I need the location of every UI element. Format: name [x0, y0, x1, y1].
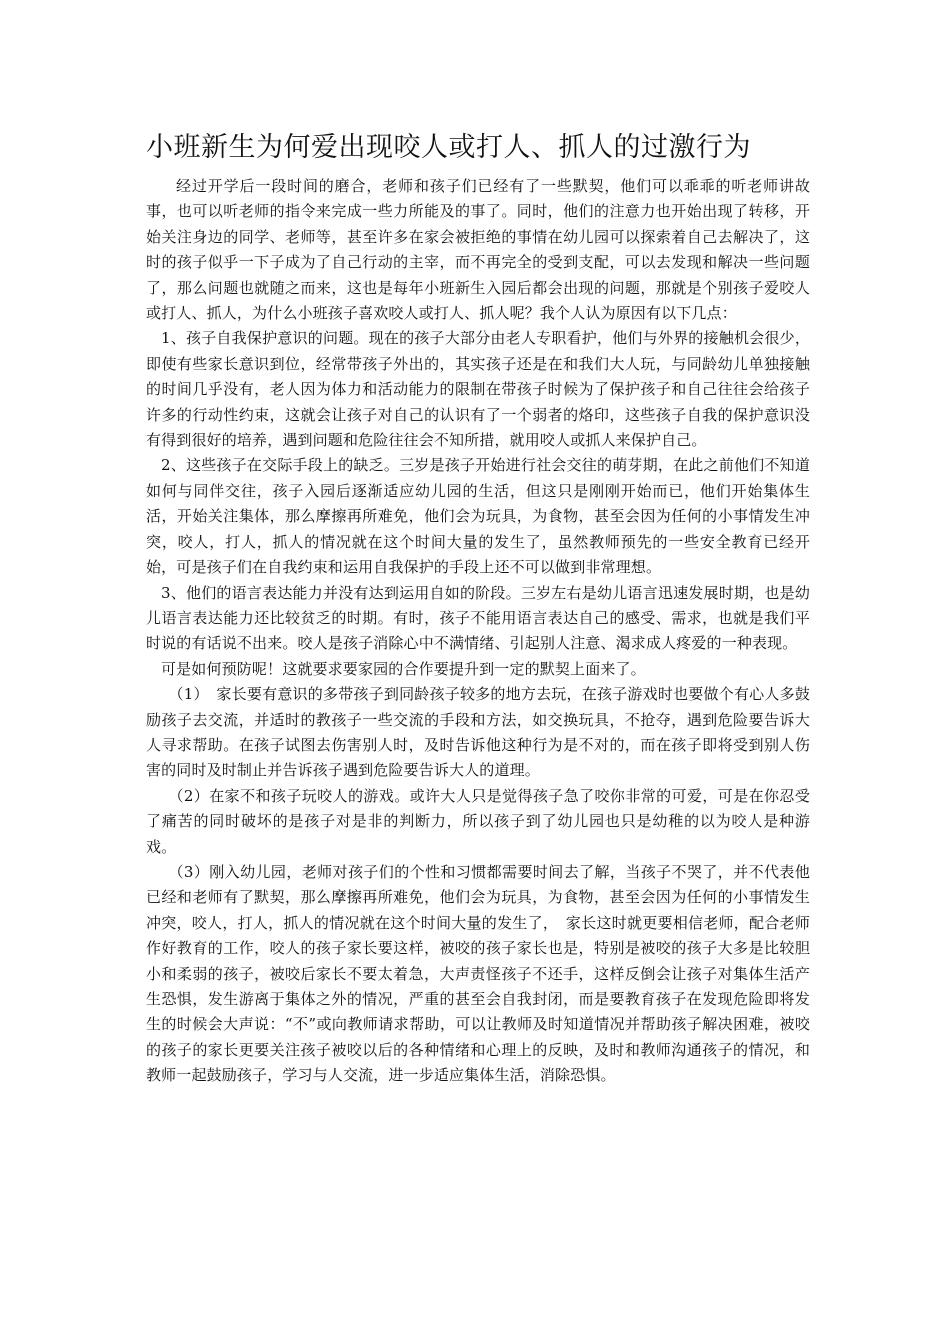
paragraph-reason-3: 3、他们的语言表达能力并没有达到运用自如的阶段。三岁左右是幼儿语言迅速发展时期，也是幼儿语言表达能力还比较贫乏的时期。有时，孩子不能用语言表达自己的感受、需求，也就是我们平时说的有话说不出来。咬人是孩子消除心中不满情绪、引起别人注意、渴求成人疼爱的一种表现。 [146, 583, 810, 653]
paragraph-measure-3: （3）刚入幼儿园，老师对孩子们的个性和习惯都需要时间去了解，当孩子不哭了，并不代表他已经和老师有了默契，那么摩擦再所难免，他们会为玩具，为食物，甚至会因为任何的小事情发生冲突，咬人，打人，抓人的情况就在这个时间大量的发生了， 家长这时就更要相信老师，配合老师作好教育的工作，咬人的孩子家长要这样，被咬的孩子家长也是，特别是被咬的孩子大多是比较胆小和柔弱的孩子，被咬后家长不要太着急，大声责怪孩子不还手，这样反倒会让孩子对集体生活产生恐惧，发生游离于集体之外的情况，严重的甚至会自我封闭，而是要教育孩子在发现危险即将发生的时候会大声说：“不”或向教师请求帮助，可以让教师及时知道情况并帮助孩子解决困难，被咬的孩子的家长更要关注孩子被咬以后的各种情绪和心理上的反映，及时和教师沟通孩子的情况，和教师一起鼓励孩子，学习与人交流，进一步适应集体生活，消除恐惧。 [146, 862, 810, 1085]
paragraph-reason-1: 1、孩子自我保护意识的问题。现在的孩子大部分由老人专职看护，他们与外界的接触机会很少，即使有些家长意识到位，经常带孩子外出的，其实孩子还是在和我们大人玩，与同龄幼儿单独接触的时间几乎没有，老人因为体力和活动能力的限制在带孩子时候为了保护孩子和自己往往会给孩子许多的行动性约束，这就会让孩子对自己的认识有了一个弱者的烙印，这些孩子自我的保护意识没有得到很好的培养，遇到问题和危险往往会不知所措，就用咬人或抓人来保护自己。 [146, 329, 810, 450]
paragraph-prevention-intro: 可是如何预防呢！这就要求要家园的合作要提升到一定的默契上面来了。 [161, 659, 646, 678]
document-title: 小班新生为何爱出现咬人或打人、抓人的过激行为 [146, 132, 751, 163]
paragraph-reason-2: 2、这些孩子在交际手段上的缺乏。三岁是孩子开始进行社会交往的萌芽期，在此之前他们不知道如何与同伴交往，孩子入园后逐渐适应幼儿园的生活，但这只是刚刚开始而已，他们开始集体生活，开始关注集体，那么摩擦再所难免，他们会为玩具，为食物，甚至会因为任何的小事情发生冲突，咬人，打人，抓人的情况就在这个时间大量的发生了，虽然教师预先的一些安全教育已经开始，可是孩子们在自我约束和运用自我保护的手段上还不可以做到非常理想。 [146, 456, 810, 577]
document-body [146, 174, 810, 1089]
paragraph-measure-2: （2）在家不和孩子玩咬人的游戏。或许大人只是觉得孩子急了咬你非常的可爱，可是在你忍受了痛苦的同时破坏的是孩子对是非的判断力，所以孩子到了幼儿园也只是幼稚的以为咬人是种游戏。 [146, 786, 810, 856]
paragraph-measure-1: （1） 家长要有意识的多带孩子到同龄孩子较多的地方去玩，在孩子游戏时也要做个有心人多鼓励孩子去交流，并适时的教孩子一些交流的手段和方法，如交换玩具，不抢夺，遇到危险要告诉大人寻求帮助。在孩子试图去伤害别人时，及时告诉他这种行为是不对的，而在孩子即将受到别人伤害的同时及时制止并告诉孩子遇到危险要告诉大人的道理。 [146, 685, 810, 780]
paragraph-intro: 经过开学后一段时间的磨合，老师和孩子们已经有了一些默契，他们可以乖乖的听老师讲故事，也可以听老师的指令来完成一些力所能及的事了。同时，他们的注意力也开始出现了转移，开始关注身边的同学、老师等，甚至许多在家会被拒绝的事情在幼儿园可以探索着自己去解决了，这时的孩子似乎一下子成为了自己行动的主宰，而不再完全的受到支配，可以去发现和解决一些问题了，那么问题也就随之而来，这也是每年小班新生入园后都会出现的问题，那就是个别孩子爱咬人或打人、抓人，为什么小班孩子喜欢咬人或打人、抓人呢？我个人认为原因有以下几点： [146, 177, 810, 323]
